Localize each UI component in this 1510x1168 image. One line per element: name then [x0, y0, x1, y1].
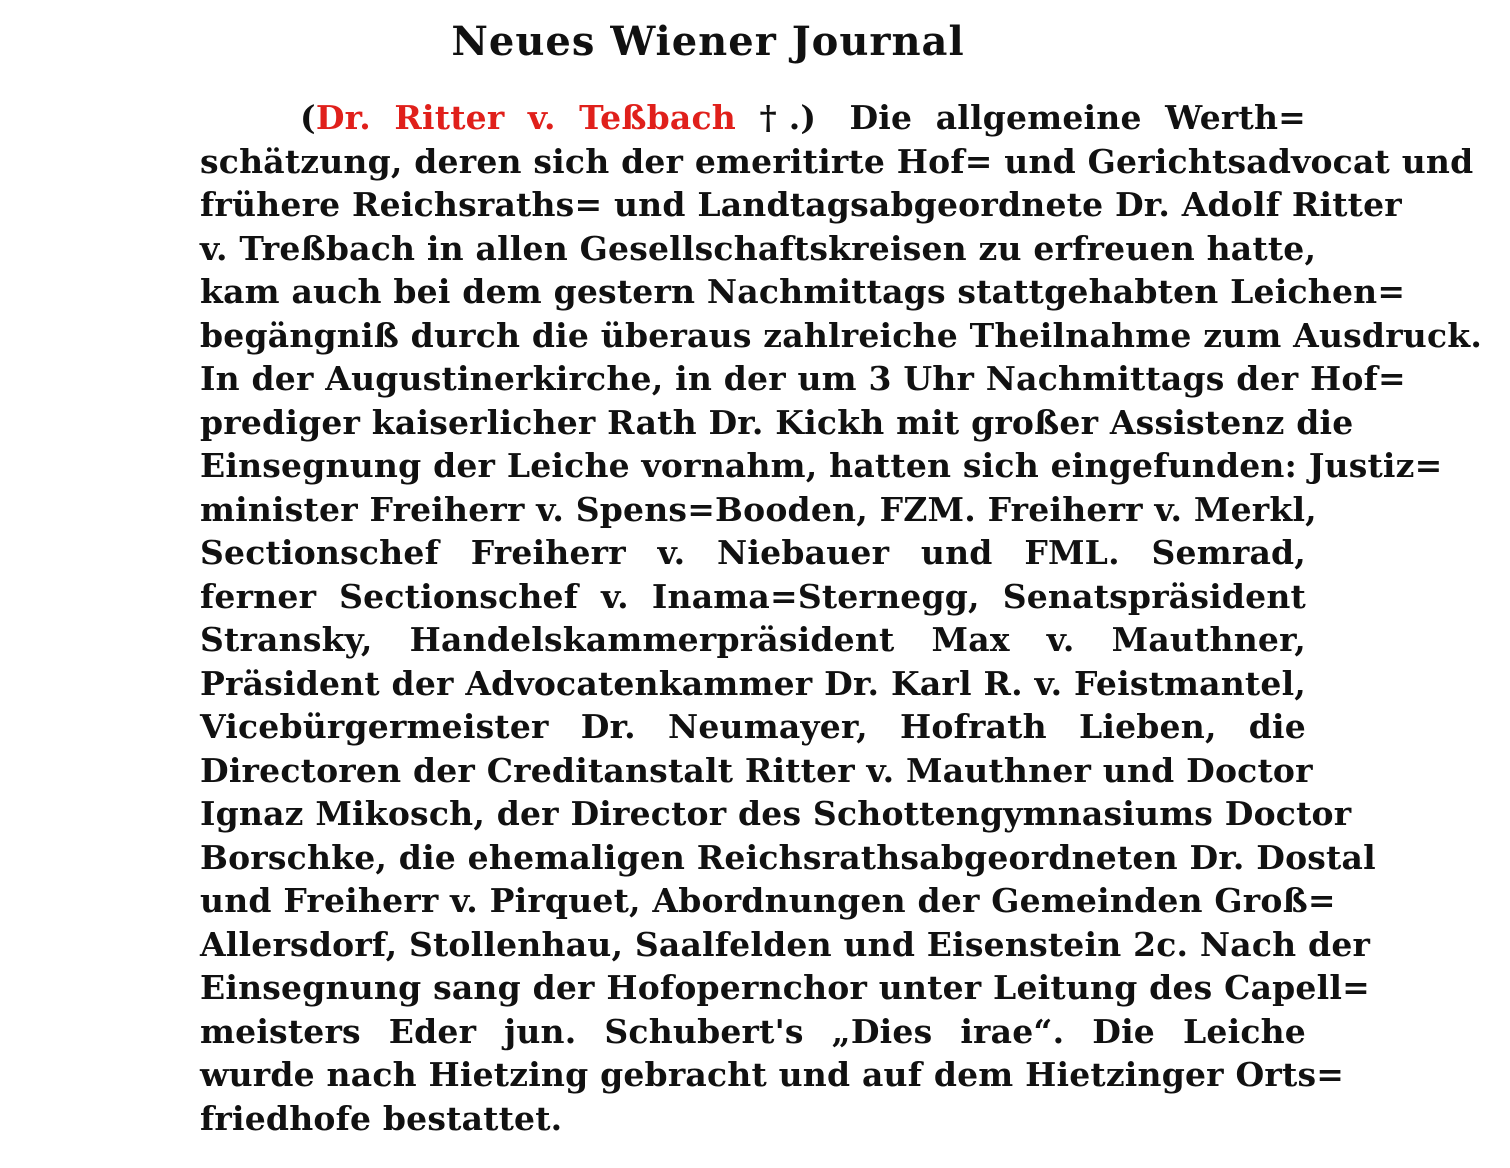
- article-line: [200, 96, 1306, 140]
- article-line: Stransky, Handelskammerpräsident Max v. Mauthner,: [200, 620, 1306, 659]
- article-line: friedhofe bestattet.: [200, 1098, 563, 1138]
- article-line: Allersdorf, Stollenhau, Saalfelden und Eisenstein 2c. Nach der: [200, 924, 1371, 964]
- masthead-title: Neues Wiener Journal: [451, 18, 965, 65]
- article-line: Sectionschef Freiherr v. Niebauer und FML. Semrad,: [200, 533, 1306, 572]
- article-line: prediger kaiserlicher Rath Dr. Kickh mit großer Assistenz die: [200, 402, 1354, 442]
- article-line: Borschke, die ehemaligen Reichsrathsabgeordneten Dr. Dostal: [200, 837, 1376, 877]
- article-headline: Dr. Ritter v. Teßbach: [315, 98, 736, 137]
- article-line: Einsegnung sang der Hofopernchor unter Leitung des Capell=: [200, 968, 1370, 1007]
- article-line: Ignaz Mikosch, der Director des Schottengymnasiums Doctor: [200, 794, 1352, 833]
- article-line: wurde nach Hietzing gebracht und auf dem Hietzinger Orts=: [200, 1055, 1345, 1094]
- article-line: und Freiherr v. Pirquet, Abordnungen der Gemeinden Groß=: [200, 881, 1336, 920]
- article-line: begängniß durch die überaus zahlreiche Theilnahme zum Ausdruck.: [200, 315, 1483, 355]
- article-line: meisters Eder jun. Schubert's „Dies irae“. Die Leiche: [200, 1011, 1306, 1051]
- article-line: frühere Reichsraths= und Landtagsabgeordnete Dr. Adolf Ritter: [200, 185, 1402, 224]
- article-line-text: Die allgemeine Werth=: [849, 98, 1306, 137]
- article-line: v. Treßbach in allen Gesellschaftskreisen zu erfreuen hatte,: [200, 228, 1317, 268]
- article-body: [200, 96, 1483, 1140]
- headline-close: †.): [735, 98, 817, 137]
- article-line: Directoren der Creditanstalt Ritter v. Mauthner und Doctor: [200, 750, 1313, 790]
- article-line: kam auch bei dem gestern Nachmittags stattgehabten Leichen=: [200, 272, 1406, 311]
- article-line: minister Freiherr v. Spens=Booden, FZM. Freiherr v. Merkl,: [200, 489, 1317, 529]
- article-line: schätzung, deren sich der emeritirte Hof= und Gerichtsadvocat und: [200, 141, 1474, 181]
- headline-open-paren: (: [300, 98, 316, 137]
- article-line: Einsegnung der Leiche vornahm, hatten sich eingefunden: Justiz=: [200, 446, 1443, 485]
- article-line: Vicebürgermeister Dr. Neumayer, Hofrath Lieben, die: [200, 707, 1306, 746]
- article-line: ferner Sectionschef v. Inama=Sternegg, Senatspräsident: [200, 576, 1306, 616]
- article-line: Präsident der Advocatenkammer Dr. Karl R. v. Feistmantel,: [200, 663, 1306, 703]
- article-line: In der Augustinerkirche, in der um 3 Uhr Nachmittags der Hof=: [200, 359, 1406, 398]
